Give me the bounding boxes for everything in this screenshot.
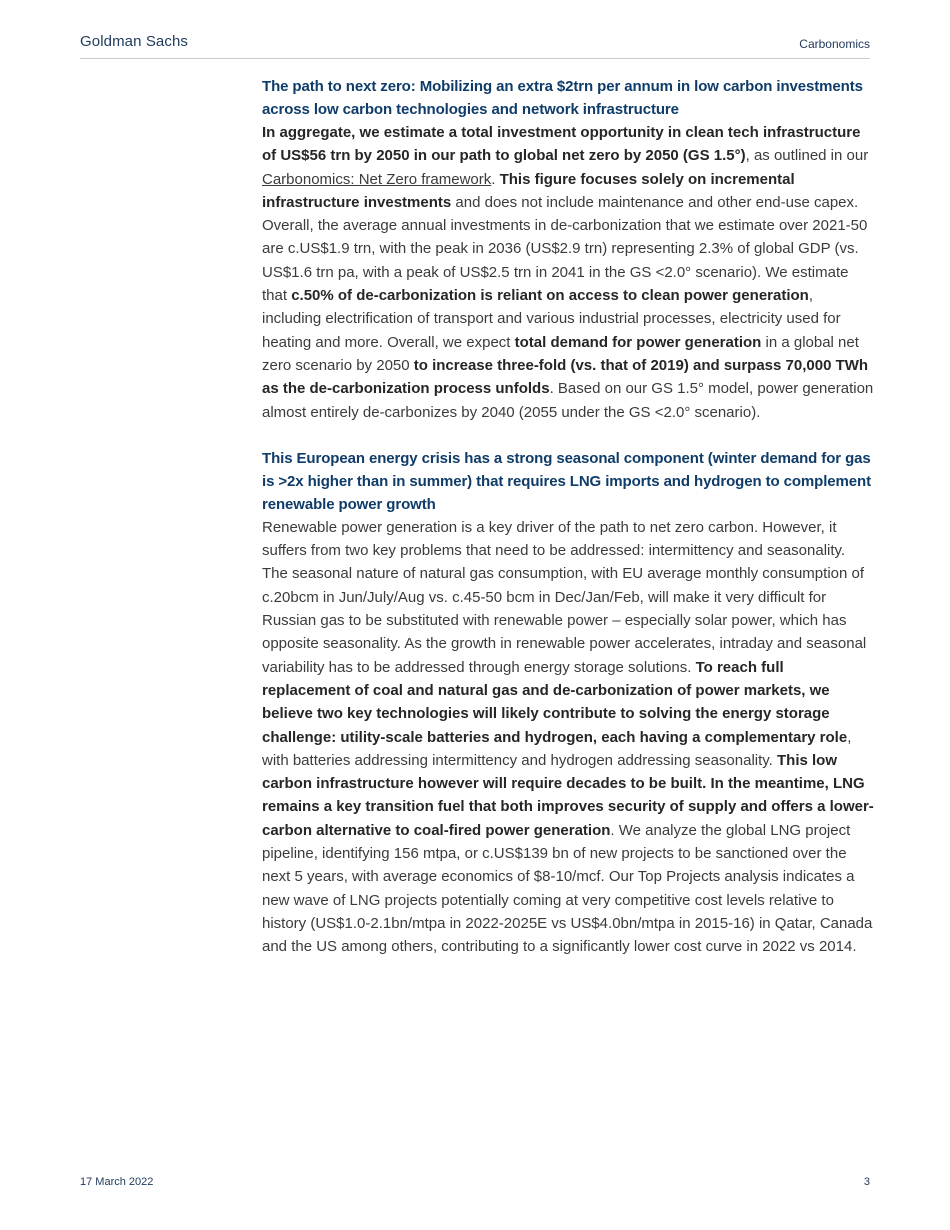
body-text: in a global net zero scenario by 2050 xyxy=(262,333,859,374)
body-text: , as outlined in our xyxy=(745,147,869,165)
body-text: . Based on our GS 1.5° model, power generation almost entirely de-carbonizes by 2040 (2055 under the GS <2.0° scenario). xyxy=(262,380,874,421)
body-text: , with batteries addressing intermittency and hydrogen addressing seasonality. xyxy=(262,728,852,769)
brand-name: Goldman Sachs xyxy=(80,33,189,50)
body-text: and does not include maintenance and other end-use capex. Overall, the average annual investments in de-carbonization that we estimate over 2021-50 are c.US$1.9 trn, with the peak in 2036 (US$2.9 trn) representing 2.3% of global GDP (vs. US$1.6 trn pa, with a peak of US$2.5 trn in 2041 in the GS <2.0° scenario). We estimate that xyxy=(262,193,868,305)
body-text: , including electrification of transport and various industrial processes, electricity used for heating and more. Overall, we expect xyxy=(262,287,841,351)
body-text: Renewable power generation is a key driver of the path to net zero carbon. However, it suffers from two key problems that need to be addressed: intermittency and seasonality. The seasonal nature of natural gas consumption, with EU average monthly consumption of c.20bcm in Jun/July/Aug vs. c.45-50 bcm in Dec/Jan/Feb, will make it very difficult for Russian gas to be substituted with renewable power – especially solar power, which has opposite seasonality. As the growth in renewable power accelerates, intraday and seasonal variability has to be addressed through energy storage solutions. xyxy=(262,518,867,676)
body-text: . We analyze the global LNG project pipeline, identifying 156 mtpa, or c.US$139 bn of new projects to be sanctioned over the next 5 years, with average economics of $8-10/mcf. Our Top Projects analysis indicates a new wave of LNG projects potentially coming at very competitive cost levels relative to history (US$1.0-2.1bn/mtpa in 2022-2025E vs US$4.0bn/mtpa in 2015-16) in Qatar, Canada and the US among others, contributing to a significantly lower cost curve in 2022 vs 2014. xyxy=(262,821,873,956)
section-spacer xyxy=(262,424,874,447)
bold-text: To reach full replacement of coal and natural gas and de-carbonization of power markets, we believe two key technologies will likely contribute to solving the energy storage challenge: utility-scale batteries and hydrogen, each having a complementary role xyxy=(262,658,848,746)
bold-text: In aggregate, we estimate a total investment opportunity in clean tech infrastructure of US$56 trn by 2050 in our path to global net zero by 2050 (GS 1.5°) xyxy=(262,124,861,165)
paragraph-energy-crisis xyxy=(262,516,874,959)
body-text: . xyxy=(491,170,500,188)
section-heading-net-zero: The path to next zero: Mobilizing an extra $2trn per annum in low carbon investments across low carbon technologies and network infrastructure xyxy=(262,78,863,118)
footer-date: 17 March 2022 xyxy=(80,1176,154,1188)
page-number: 3 xyxy=(863,1176,870,1188)
bold-text: This figure focuses solely on incremental infrastructure investments xyxy=(262,170,795,211)
header-divider xyxy=(80,58,870,59)
link-net-zero-framework[interactable]: Carbonomics: Net Zero framework xyxy=(262,170,492,188)
paragraph-net-zero xyxy=(262,121,874,424)
section-heading-energy-crisis: This European energy crisis has a strong seasonal component (winter demand for gas is >2x higher than in summer) that requires LNG imports and hydrogen to complement renewable power growth xyxy=(262,449,871,513)
bold-text: This low carbon infrastructure however will require decades to be built. In the meantime, LNG remains a key transition fuel that both improves security of supply and offers a lower-carbon alternative to coal-fired power generation xyxy=(262,751,874,839)
bold-text: total demand for power generation xyxy=(514,333,762,351)
main-content xyxy=(262,75,874,959)
bold-text: to increase three-fold (vs. that of 2019) and surpass 70,000 TWh as the de-carbonization process unfolds xyxy=(262,356,869,398)
bold-text: c.50% of de-carbonization is reliant on access to clean power generation xyxy=(291,287,809,305)
report-series-title: Carbonomics xyxy=(799,37,870,51)
